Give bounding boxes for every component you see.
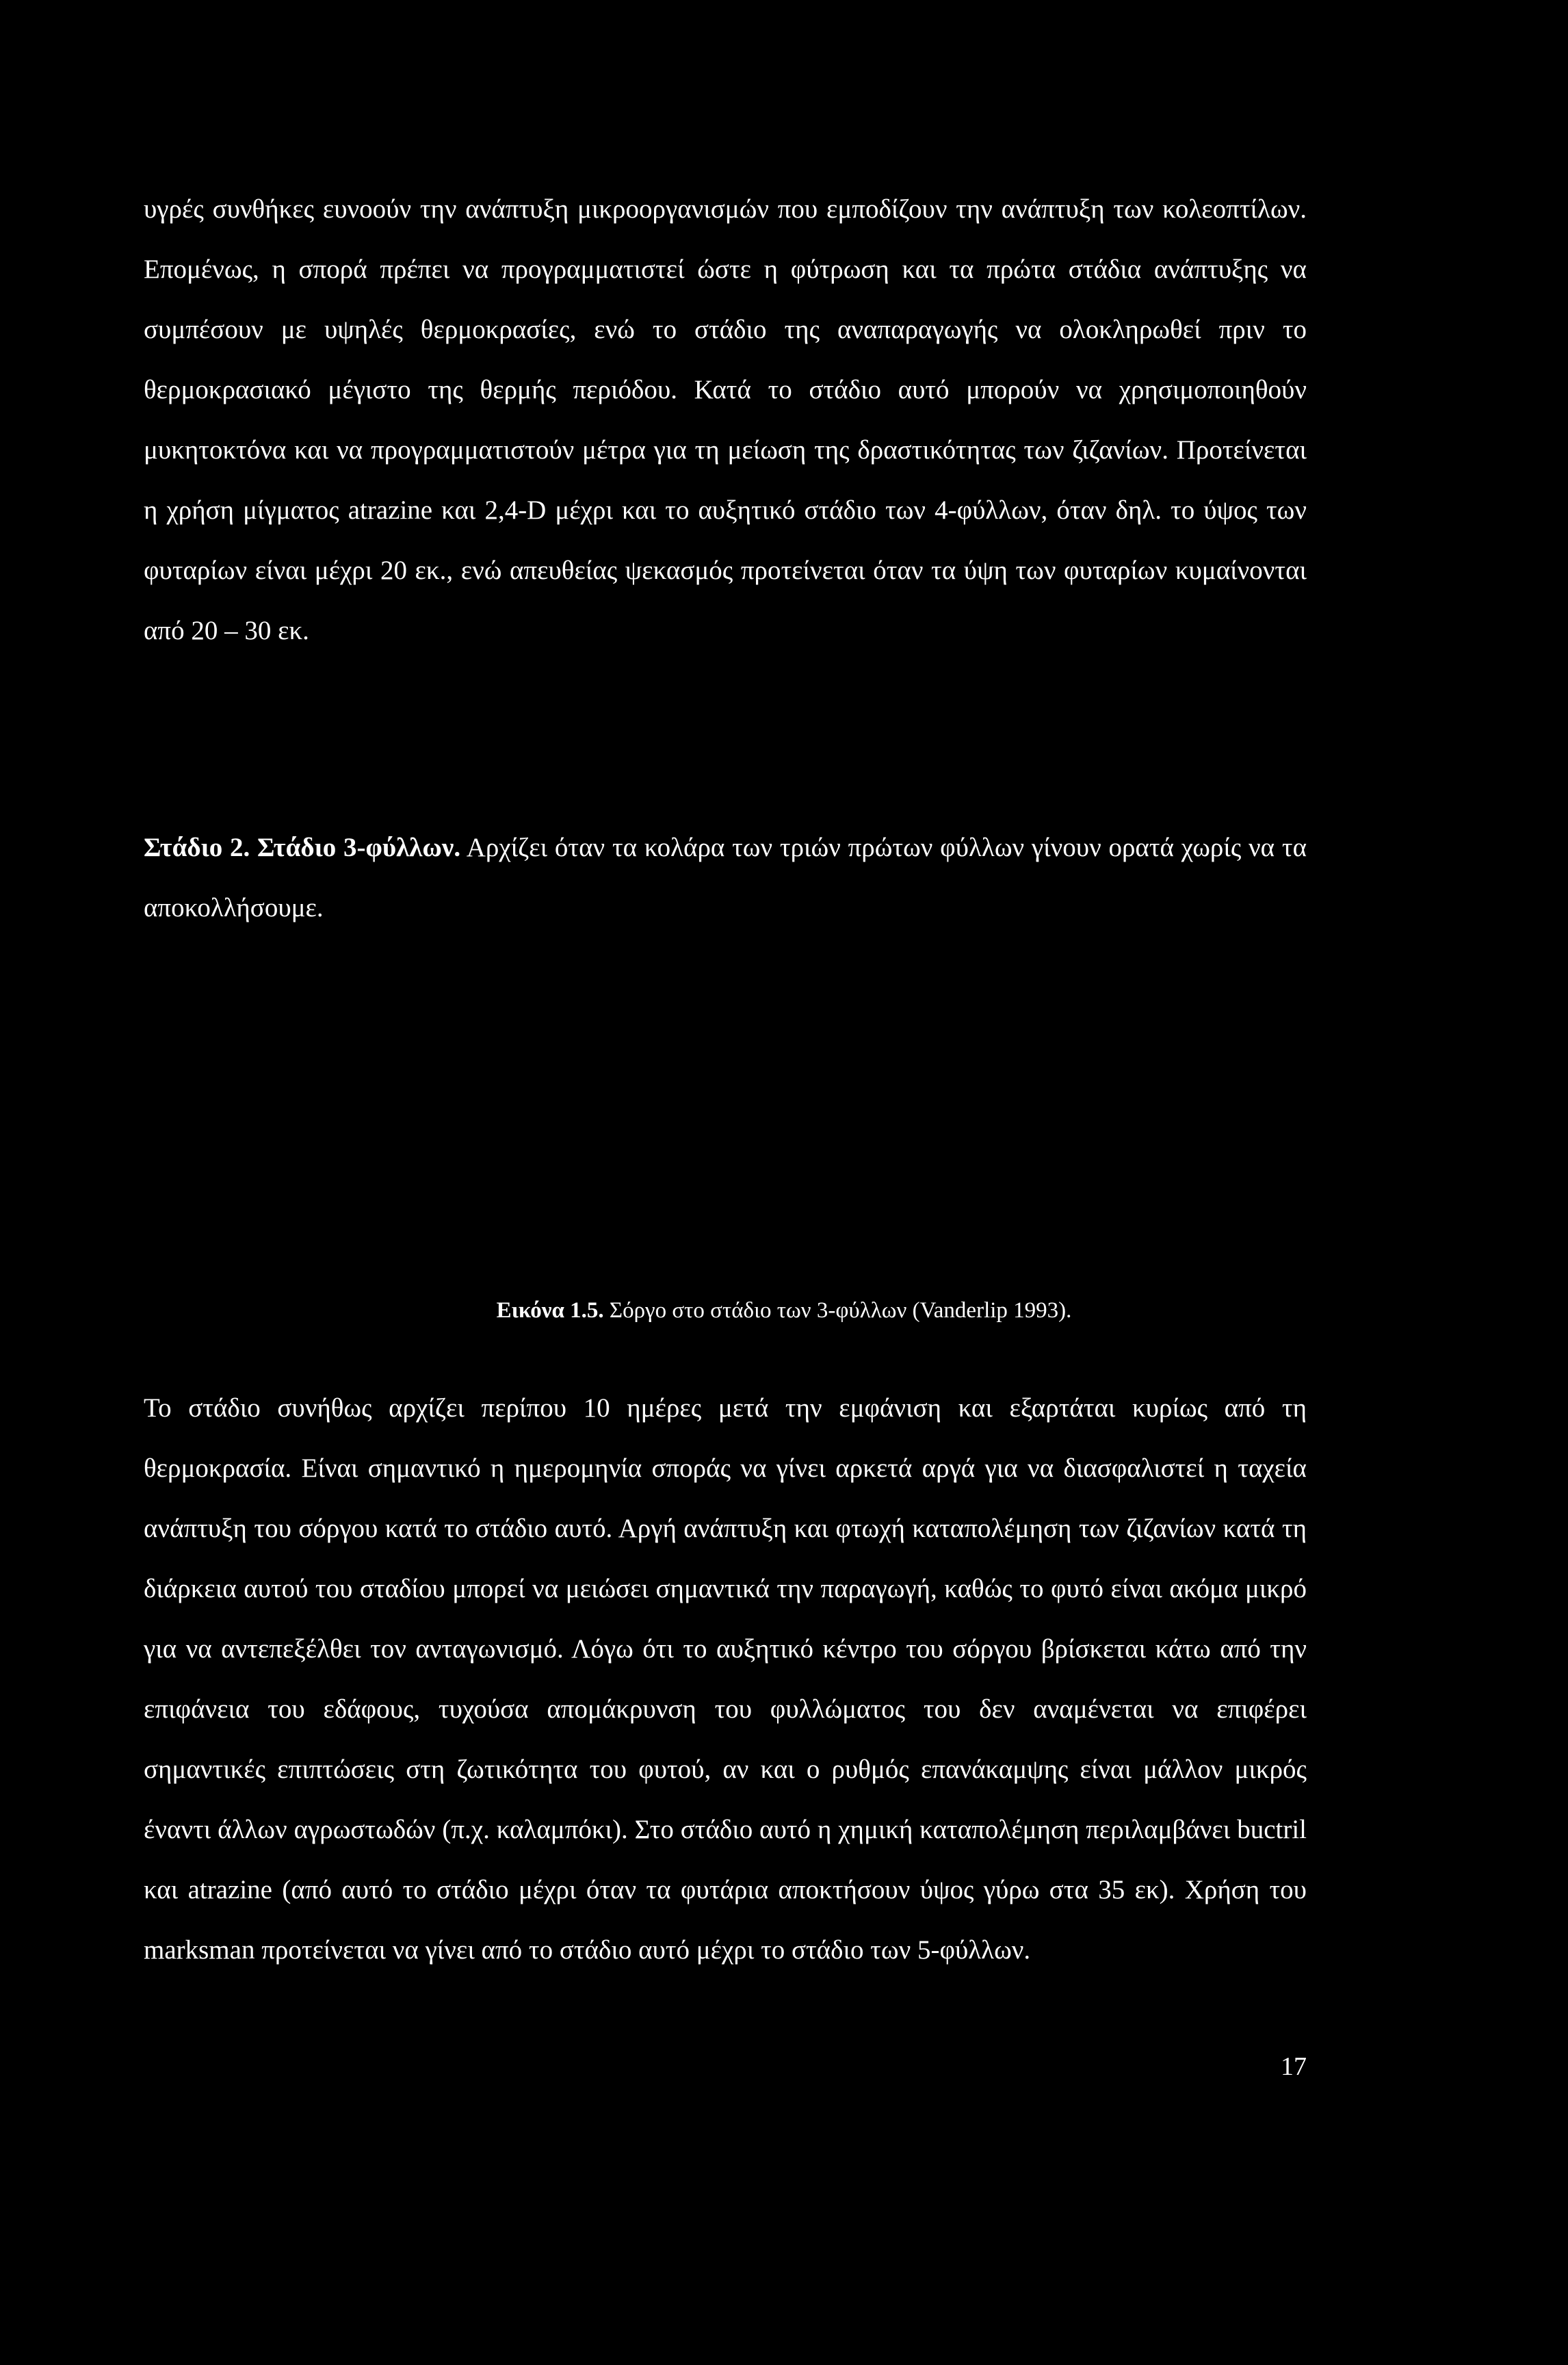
figure-placeholder [144, 944, 1307, 1273]
caption-label: Εικόνα 1.5. [496, 1298, 604, 1323]
stage-heading: Στάδιο 2. Στάδιο 3-φύλλων. [144, 833, 461, 862]
paragraph-text: υγρές συνθήκες ευνοούν την ανάπτυξη μικροοργανισμών που εμποδίζουν την ανάπτυξη των κολεοπτίλων. Επομένως, η σπορά πρέπει να προγραμματιστεί ώστε η φύτρωση και τα πρώτα στάδια ανάπτυξης να συμπέσουν με υψηλές θερμοκρασίες, ενώ το στάδιο της αναπαραγωγής να ολοκληρωθεί πριν το θερμοκρασιακό μέγιστο της θερμής περιόδου. Κατά το στάδιο αυτό μπορούν να χρησιμοποιηθούν μυκητοκτόνα και να προγραμματιστούν μέτρα για τη μείωση της δραστικότητας των ζιζανίων. Προτείνεται η χρήση μίγματος atrazine και 2,4-D μέχρι και το αυξητικό στάδιο των 4-φύλλων, όταν δηλ. το ύψος των φυταρίων είναι μέχρι 20 εκ., ενώ απευθείας ψεκασμός προτείνεται όταν τα ύψη των φυταρίων κυμαίνονται από 20 – 30 εκ. [144, 194, 1307, 645]
paragraph-stage-details [144, 1378, 1307, 1980]
paragraph-text: Το στάδιο συνήθως αρχίζει περίπου 10 ημέρες μετά την εμφάνιση και εξαρτάται κυρίως από τη θερμοκρασία. Είναι σημαντικό η ημερομηνία σποράς να γίνει αρκετά αργά για να διασφαλιστεί η ταχεία ανάπτυξη του σόργου κατά το στάδιο αυτό. Αργή ανάπτυξη και φτωχή καταπολέμηση των ζιζανίων κατά τη διάρκεια αυτού του σταδίου μπορεί να μειώσει σημαντικά την παραγωγή, καθώς το φυτό είναι ακόμα μικρό για να αντεπεξέλθει τον ανταγωνισμό. Λόγω ότι το αυξητικό κέντρο του σόργου βρίσκεται κάτω από την επιφάνεια του εδάφους, τυχούσα απομάκρυνση του φυλλώματος του δεν αναμένεται να επιφέρει σημαντικές επιπτώσεις στη ζωτικότητα του φυτού, αν και ο ρυθμός επανάκαμψης είναι μάλλον μικρός έναντι άλλων αγρωστωδών (π.χ. καλαμπόκι). Στο στάδιο αυτό η χημική καταπολέμηση περιλαμβάνει buctril και atrazine (από αυτό το στάδιο μέχρι όταν τα φυτάρια αποκτήσουν ύψος γύρω στα 35 εκ). Χρήση του marksman προτείνεται να γίνει από το στάδιο αυτό μέχρι το στάδιο των 5-φύλλων. [144, 1393, 1307, 1965]
paragraph-conditions [144, 179, 1307, 661]
page-number: 17 [1281, 2052, 1307, 2081]
caption-text: Σόργο στο στάδιο των 3-φύλλων (Vanderlip 1993). [603, 1298, 1072, 1323]
stage-description: Αρχίζει όταν τα κολάρα των τριών πρώτων φύλλων γίνουν ορατά χωρίς να τα αποκολλήσουμε. [144, 833, 1307, 922]
paragraph-stage-2 [144, 818, 1307, 938]
figure-caption [0, 1297, 1568, 1324]
